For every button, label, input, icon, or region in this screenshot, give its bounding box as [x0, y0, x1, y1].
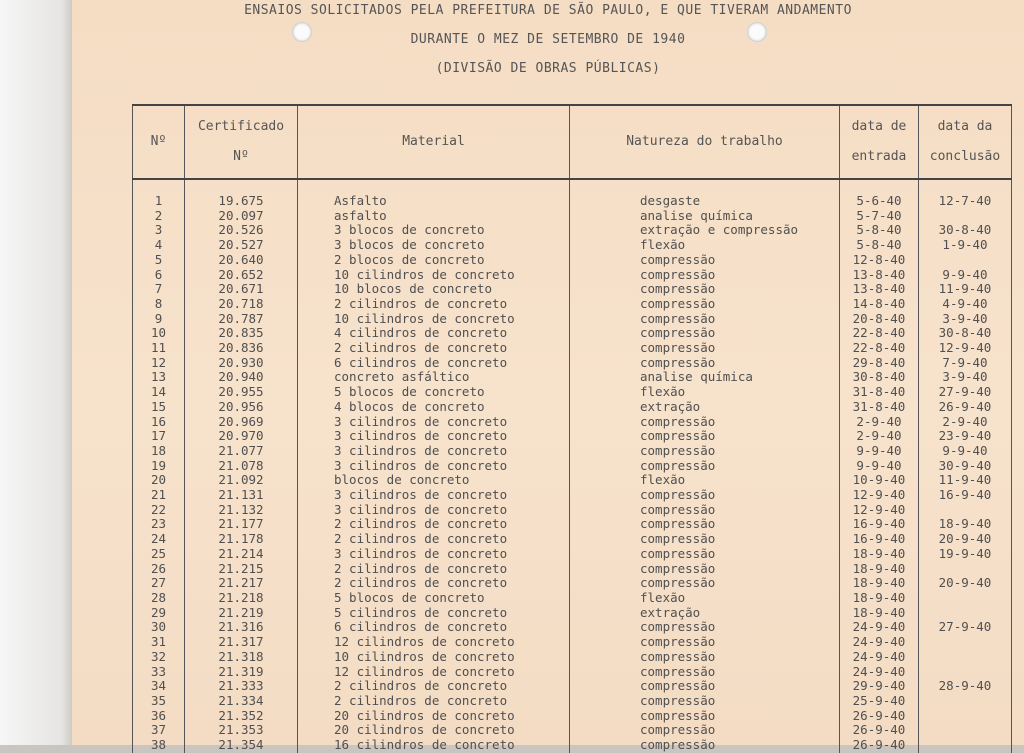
work-nature: compressão — [570, 268, 840, 283]
conclusion-date: 16-9-40 — [919, 488, 1012, 503]
entry-date: 24-9-40 — [840, 620, 919, 635]
entry-date: 18-9-40 — [840, 576, 919, 591]
table-row — [133, 723, 1012, 738]
conclusion-date: 12-7-40 — [919, 179, 1012, 209]
material: 3 blocos de concreto — [298, 238, 570, 253]
certificate-number: 21.092 — [185, 473, 298, 488]
entry-date: 31-8-40 — [840, 385, 919, 400]
conclusion-date — [919, 209, 1012, 224]
conclusion-date — [919, 650, 1012, 665]
conclusion-date — [919, 562, 1012, 577]
work-nature: extração e compressão — [570, 223, 840, 238]
conclusion-date — [919, 723, 1012, 738]
material: 2 cilindros de concreto — [298, 694, 570, 709]
certificate-number: 21.319 — [185, 665, 298, 680]
certificate-number: 20.836 — [185, 341, 298, 356]
row-number: 19 — [133, 459, 185, 474]
certificate-number: 20.940 — [185, 370, 298, 385]
table-row — [133, 341, 1012, 356]
table-row — [133, 444, 1012, 459]
conclusion-date — [919, 591, 1012, 606]
row-number: 28 — [133, 591, 185, 606]
material: 20 cilindros de concreto — [298, 709, 570, 724]
certificate-number: 20.787 — [185, 312, 298, 327]
material: 3 cilindros de concreto — [298, 488, 570, 503]
material: 3 cilindros de concreto — [298, 547, 570, 562]
entry-date: 18-9-40 — [840, 606, 919, 621]
table-row — [133, 429, 1012, 444]
col-header-certificado: Certificado Nº — [185, 105, 298, 179]
row-number: 8 — [133, 297, 185, 312]
row-number: 26 — [133, 562, 185, 577]
entry-date: 20-8-40 — [840, 312, 919, 327]
table-row — [133, 694, 1012, 709]
row-number: 38 — [133, 738, 185, 753]
conclusion-date: 18-9-40 — [919, 517, 1012, 532]
col-header-natureza: Natureza do trabalho — [570, 105, 840, 179]
work-nature: compressão — [570, 620, 840, 635]
table-row — [133, 356, 1012, 371]
conclusion-date: 11-9-40 — [919, 282, 1012, 297]
row-number: 24 — [133, 532, 185, 547]
entry-date: 22-8-40 — [840, 326, 919, 341]
entry-date: 12-9-40 — [840, 503, 919, 518]
entry-date: 18-9-40 — [840, 562, 919, 577]
material: 4 cilindros de concreto — [298, 326, 570, 341]
conclusion-date: 20-9-40 — [919, 576, 1012, 591]
material: 3 cilindros de concreto — [298, 503, 570, 518]
row-number: 36 — [133, 709, 185, 724]
table-row — [133, 459, 1012, 474]
conclusion-date — [919, 253, 1012, 268]
work-nature: compressão — [570, 429, 840, 444]
conclusion-date: 2-9-40 — [919, 415, 1012, 430]
row-number: 12 — [133, 356, 185, 371]
row-number: 30 — [133, 620, 185, 635]
conclusion-date: 28-9-40 — [919, 679, 1012, 694]
material: 6 cilindros de concreto — [298, 356, 570, 371]
certificate-number: 20.956 — [185, 400, 298, 415]
row-number: 25 — [133, 547, 185, 562]
table-row — [133, 591, 1012, 606]
work-nature: compressão — [570, 517, 840, 532]
conclusion-date: 9-9-40 — [919, 444, 1012, 459]
heading-line-2: DURANTE O MEZ DE SETEMBRO DE 1940 — [410, 32, 686, 47]
work-nature: compressão — [570, 312, 840, 327]
row-number: 29 — [133, 606, 185, 621]
work-nature: flexão — [570, 238, 840, 253]
work-nature: compressão — [570, 665, 840, 680]
entry-date: 9-9-40 — [840, 459, 919, 474]
conclusion-date: 30-8-40 — [919, 223, 1012, 238]
certificate-number: 21.316 — [185, 620, 298, 635]
material: blocos de concreto — [298, 473, 570, 488]
table-row — [133, 488, 1012, 503]
certificate-number: 21.352 — [185, 709, 298, 724]
work-nature: compressão — [570, 723, 840, 738]
certificate-number: 21.317 — [185, 635, 298, 650]
work-nature: analise química — [570, 370, 840, 385]
conclusion-date: 7-9-40 — [919, 356, 1012, 371]
conclusion-date: 3-9-40 — [919, 370, 1012, 385]
conclusion-date — [919, 709, 1012, 724]
work-nature: flexão — [570, 591, 840, 606]
entry-date: 29-9-40 — [840, 679, 919, 694]
certificate-number: 21.077 — [185, 444, 298, 459]
entry-date: 13-8-40 — [840, 282, 919, 297]
row-number: 17 — [133, 429, 185, 444]
certificate-number: 20.640 — [185, 253, 298, 268]
col-header-data-conclusao: data da conclusão — [919, 105, 1012, 179]
material: 3 cilindros de concreto — [298, 415, 570, 430]
table-row — [133, 209, 1012, 224]
table-row — [133, 503, 1012, 518]
material: asfalto — [298, 209, 570, 224]
material: 5 cilindros de concreto — [298, 606, 570, 621]
table-row — [133, 679, 1012, 694]
material: concreto asfáltico — [298, 370, 570, 385]
row-number: 13 — [133, 370, 185, 385]
row-number: 32 — [133, 650, 185, 665]
conclusion-date: 19-9-40 — [919, 547, 1012, 562]
entry-date: 16-9-40 — [840, 517, 919, 532]
entry-date: 14-8-40 — [840, 297, 919, 312]
table-row — [133, 268, 1012, 283]
work-nature: desgaste — [570, 179, 840, 209]
material: 12 cilindros de concreto — [298, 665, 570, 680]
table-row — [133, 532, 1012, 547]
entry-date: 2-9-40 — [840, 415, 919, 430]
material: 2 cilindros de concreto — [298, 517, 570, 532]
row-number: 37 — [133, 723, 185, 738]
material: 2 cilindros de concreto — [298, 576, 570, 591]
conclusion-date — [919, 635, 1012, 650]
col-header-data-entrada: data de entrada — [840, 105, 919, 179]
certificate-number: 21.131 — [185, 488, 298, 503]
certificate-number: 20.097 — [185, 209, 298, 224]
entry-date: 24-9-40 — [840, 635, 919, 650]
material: 2 cilindros de concreto — [298, 562, 570, 577]
work-nature: flexão — [570, 385, 840, 400]
certificate-number: 21.318 — [185, 650, 298, 665]
certificate-number: 20.835 — [185, 326, 298, 341]
conclusion-date: 4-9-40 — [919, 297, 1012, 312]
entry-date: 10-9-40 — [840, 473, 919, 488]
certificate-number: 21.215 — [185, 562, 298, 577]
work-nature: compressão — [570, 576, 840, 591]
material: 10 blocos de concreto — [298, 282, 570, 297]
row-number: 18 — [133, 444, 185, 459]
conclusion-date — [919, 503, 1012, 518]
certificate-number: 19.675 — [185, 179, 298, 209]
work-nature: compressão — [570, 694, 840, 709]
entry-date: 24-9-40 — [840, 665, 919, 680]
entry-date: 5-6-40 — [840, 179, 919, 209]
work-nature: compressão — [570, 738, 840, 753]
material: 5 blocos de concreto — [298, 385, 570, 400]
conclusion-date: 12-9-40 — [919, 341, 1012, 356]
work-nature: compressão — [570, 459, 840, 474]
work-nature: compressão — [570, 635, 840, 650]
table-row — [133, 635, 1012, 650]
conclusion-date: 3-9-40 — [919, 312, 1012, 327]
entry-date: 31-8-40 — [840, 400, 919, 415]
material: 2 cilindros de concreto — [298, 679, 570, 694]
certificate-number: 21.333 — [185, 679, 298, 694]
row-number: 2 — [133, 209, 185, 224]
col-header-material: Material — [298, 105, 570, 179]
work-nature: analise química — [570, 209, 840, 224]
heading-line-1: ENSAIOS SOLICITADOS PELA PREFEITURA DE SÃO PAULO, E QUE TIVERAM ANDAMENTO — [244, 3, 852, 18]
entry-date: 18-9-40 — [840, 547, 919, 562]
work-nature: compressão — [570, 356, 840, 371]
work-nature: compressão — [570, 650, 840, 665]
table-row — [133, 606, 1012, 621]
row-number: 10 — [133, 326, 185, 341]
table-row — [133, 282, 1012, 297]
material: 5 blocos de concreto — [298, 591, 570, 606]
work-nature: compressão — [570, 562, 840, 577]
table-row — [133, 517, 1012, 532]
work-nature: compressão — [570, 282, 840, 297]
row-number: 5 — [133, 253, 185, 268]
table-row — [133, 370, 1012, 385]
table-row — [133, 473, 1012, 488]
row-number: 20 — [133, 473, 185, 488]
row-number: 15 — [133, 400, 185, 415]
entry-date: 26-9-40 — [840, 709, 919, 724]
row-number: 9 — [133, 312, 185, 327]
row-number: 1 — [133, 179, 185, 209]
conclusion-date: 1-9-40 — [919, 238, 1012, 253]
entry-date: 16-9-40 — [840, 532, 919, 547]
row-number: 27 — [133, 576, 185, 591]
certificate-number: 20.671 — [185, 282, 298, 297]
certificate-number: 21.354 — [185, 738, 298, 753]
certificate-number: 21.177 — [185, 517, 298, 532]
table-row — [133, 620, 1012, 635]
table-row — [133, 709, 1012, 724]
certificate-number: 21.214 — [185, 547, 298, 562]
entry-date: 12-9-40 — [840, 488, 919, 503]
certificate-number: 20.526 — [185, 223, 298, 238]
work-nature: compressão — [570, 532, 840, 547]
material: 6 cilindros de concreto — [298, 620, 570, 635]
conclusion-date: 27-9-40 — [919, 385, 1012, 400]
entry-date: 12-8-40 — [840, 253, 919, 268]
conclusion-date: 30-8-40 — [919, 326, 1012, 341]
material: 16 cilindros de concreto — [298, 738, 570, 753]
certificate-number: 21.219 — [185, 606, 298, 621]
conclusion-date: 11-9-40 — [919, 473, 1012, 488]
entry-date: 29-8-40 — [840, 356, 919, 371]
conclusion-date: 27-9-40 — [919, 620, 1012, 635]
table-row — [133, 253, 1012, 268]
certificate-number: 20.652 — [185, 268, 298, 283]
row-number: 22 — [133, 503, 185, 518]
tests-table — [132, 104, 1012, 753]
work-nature: compressão — [570, 326, 840, 341]
certificate-number: 21.132 — [185, 503, 298, 518]
conclusion-date: 30-9-40 — [919, 459, 1012, 474]
table-row — [133, 415, 1012, 430]
conclusion-date — [919, 694, 1012, 709]
conclusion-date: 26-9-40 — [919, 400, 1012, 415]
entry-date: 30-8-40 — [840, 370, 919, 385]
row-number: 4 — [133, 238, 185, 253]
certificate-number: 20.969 — [185, 415, 298, 430]
entry-date: 25-9-40 — [840, 694, 919, 709]
material: 10 cilindros de concreto — [298, 268, 570, 283]
certificate-number: 21.078 — [185, 459, 298, 474]
conclusion-date: 9-9-40 — [919, 268, 1012, 283]
entry-date: 5-8-40 — [840, 238, 919, 253]
work-nature: compressão — [570, 253, 840, 268]
work-nature: compressão — [570, 709, 840, 724]
material: 2 blocos de concreto — [298, 253, 570, 268]
row-number: 3 — [133, 223, 185, 238]
row-number: 7 — [133, 282, 185, 297]
work-nature: compressão — [570, 444, 840, 459]
table-row — [133, 738, 1012, 753]
entry-date: 22-8-40 — [840, 341, 919, 356]
work-nature: extração — [570, 400, 840, 415]
certificate-number: 21.334 — [185, 694, 298, 709]
work-nature: compressão — [570, 488, 840, 503]
material: 2 cilindros de concreto — [298, 532, 570, 547]
certificate-number: 21.178 — [185, 532, 298, 547]
material: 4 blocos de concreto — [298, 400, 570, 415]
material: 3 cilindros de concreto — [298, 429, 570, 444]
table-row — [133, 650, 1012, 665]
work-nature: compressão — [570, 341, 840, 356]
material: 3 blocos de concreto — [298, 223, 570, 238]
material: 12 cilindros de concreto — [298, 635, 570, 650]
row-number: 33 — [133, 665, 185, 680]
row-number: 34 — [133, 679, 185, 694]
certificate-number: 21.218 — [185, 591, 298, 606]
certificate-number: 20.955 — [185, 385, 298, 400]
table-row — [133, 238, 1012, 253]
material: 2 cilindros de concreto — [298, 341, 570, 356]
row-number: 11 — [133, 341, 185, 356]
table-row — [133, 179, 1012, 209]
material: 20 cilindros de concreto — [298, 723, 570, 738]
entry-date: 5-7-40 — [840, 209, 919, 224]
page-margin — [0, 0, 72, 745]
entry-date: 26-9-40 — [840, 738, 919, 753]
table-row — [133, 400, 1012, 415]
certificate-number: 20.930 — [185, 356, 298, 371]
conclusion-date — [919, 665, 1012, 680]
table-row — [133, 297, 1012, 312]
material: 10 cilindros de concreto — [298, 650, 570, 665]
work-nature: compressão — [570, 297, 840, 312]
table-row — [133, 562, 1012, 577]
material: 10 cilindros de concreto — [298, 312, 570, 327]
material: 2 cilindros de concreto — [298, 297, 570, 312]
work-nature: compressão — [570, 503, 840, 518]
table-row — [133, 547, 1012, 562]
row-number: 23 — [133, 517, 185, 532]
row-number: 6 — [133, 268, 185, 283]
table-row — [133, 223, 1012, 238]
entry-date: 9-9-40 — [840, 444, 919, 459]
conclusion-date — [919, 738, 1012, 753]
entry-date: 2-9-40 — [840, 429, 919, 444]
certificate-number: 20.970 — [185, 429, 298, 444]
material: 3 cilindros de concreto — [298, 459, 570, 474]
table-row — [133, 665, 1012, 680]
work-nature: compressão — [570, 679, 840, 694]
conclusion-date: 20-9-40 — [919, 532, 1012, 547]
row-number: 14 — [133, 385, 185, 400]
certificate-number: 21.353 — [185, 723, 298, 738]
entry-date: 26-9-40 — [840, 723, 919, 738]
row-number: 21 — [133, 488, 185, 503]
row-number: 31 — [133, 635, 185, 650]
heading-line-3: (DIVISÃO DE OBRAS PÚBLICAS) — [435, 61, 661, 76]
document-page — [72, 0, 1024, 753]
certificate-number: 21.217 — [185, 576, 298, 591]
entry-date: 24-9-40 — [840, 650, 919, 665]
table-row — [133, 385, 1012, 400]
row-number: 35 — [133, 694, 185, 709]
row-number: 16 — [133, 415, 185, 430]
work-nature: flexão — [570, 473, 840, 488]
table-header-row — [133, 105, 1012, 179]
material: Asfalto — [298, 179, 570, 209]
conclusion-date: 23-9-40 — [919, 429, 1012, 444]
work-nature: compressão — [570, 547, 840, 562]
certificate-number: 20.527 — [185, 238, 298, 253]
conclusion-date — [919, 606, 1012, 621]
table-body — [133, 179, 1012, 753]
entry-date: 13-8-40 — [840, 268, 919, 283]
work-nature: extração — [570, 606, 840, 621]
entry-date: 5-8-40 — [840, 223, 919, 238]
certificate-number: 20.718 — [185, 297, 298, 312]
table-row — [133, 326, 1012, 341]
entry-date: 18-9-40 — [840, 591, 919, 606]
table-row — [133, 576, 1012, 591]
table-row — [133, 312, 1012, 327]
col-header-num: Nº — [133, 105, 185, 179]
material: 3 cilindros de concreto — [298, 444, 570, 459]
work-nature: compressão — [570, 415, 840, 430]
